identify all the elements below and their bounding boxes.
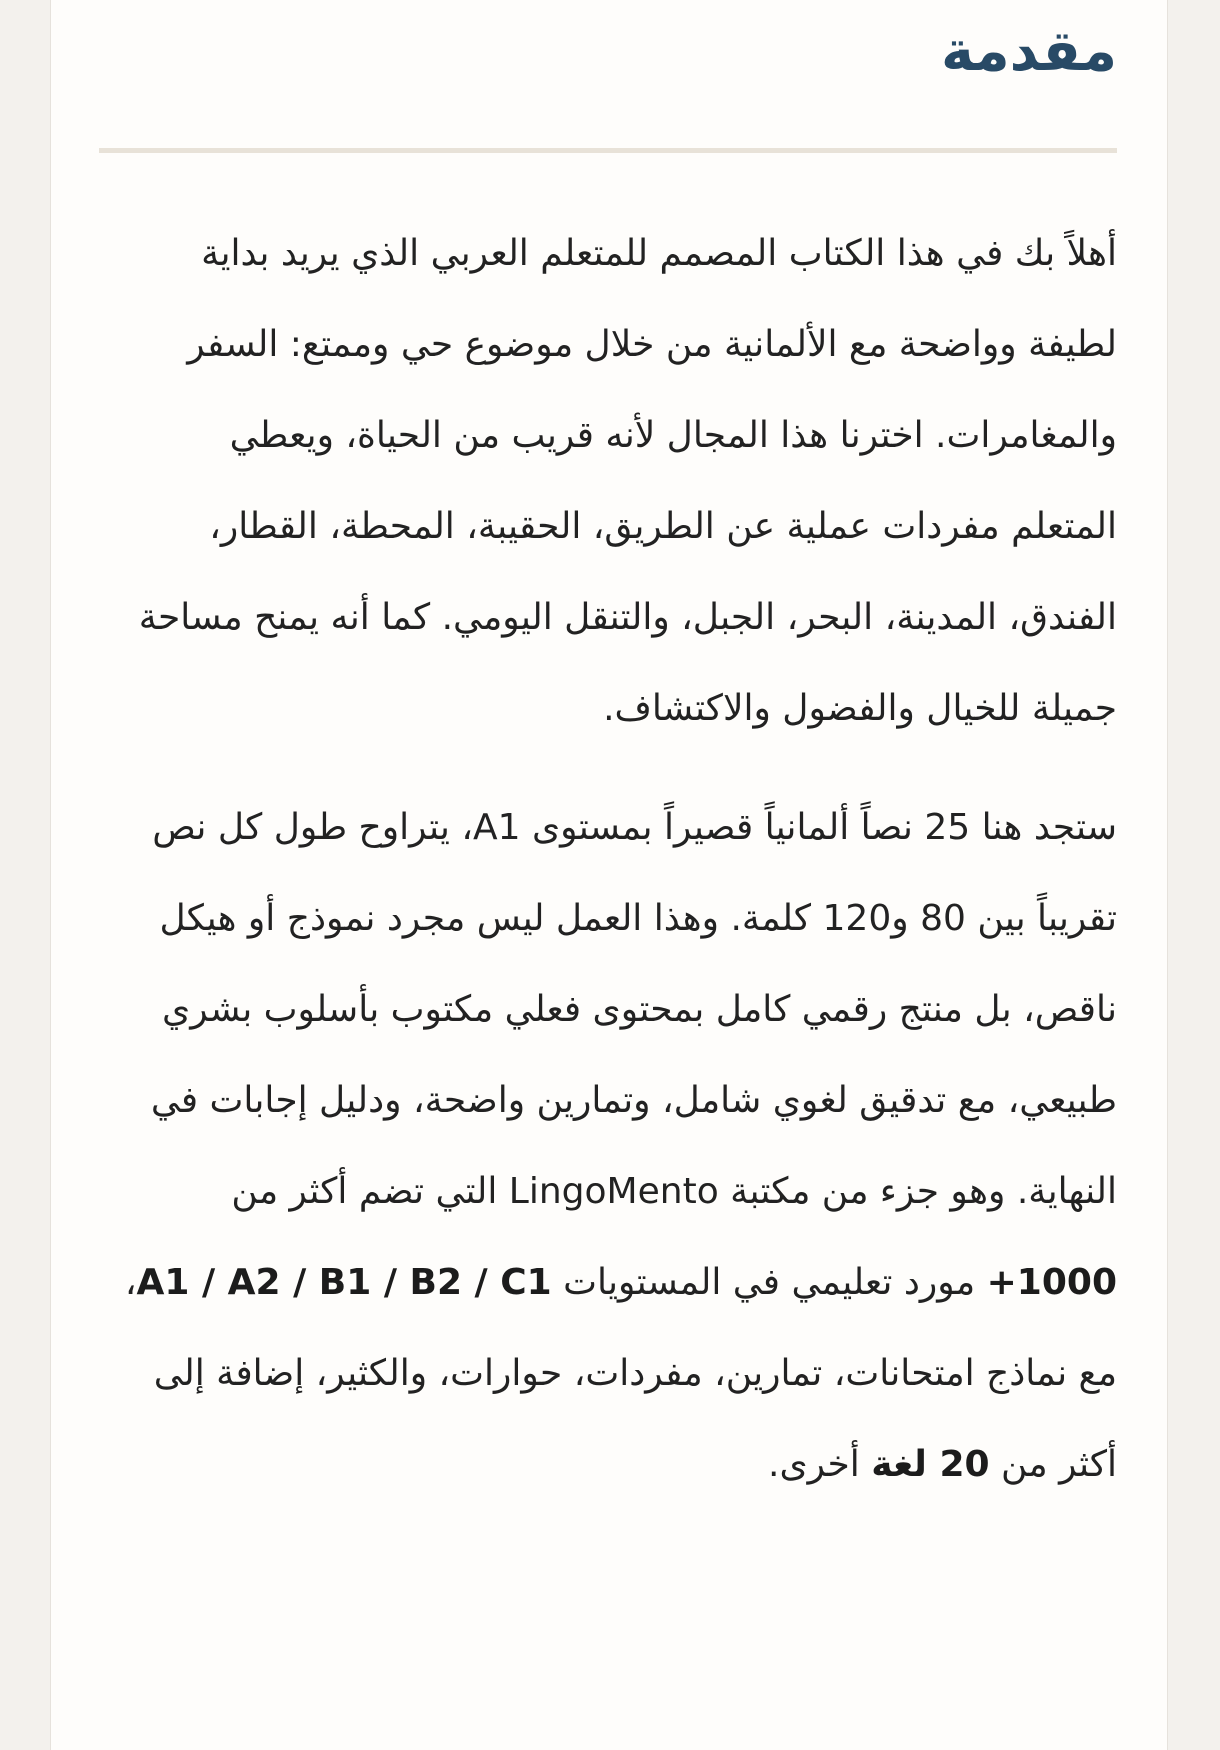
body-text [123,208,1117,1510]
paragraph-details-text-4: أخرى. [768,1444,872,1485]
language-count: 20 لغة [871,1444,990,1485]
section-heading: مقدمة [941,19,1117,84]
paragraph-details-text-3: ، مع نماذج امتحانات، تمارين، مفردات، حوارات، والكثير، إضافة إلى أكثر من [124,1262,1117,1485]
paragraph-details [123,782,1117,1510]
heading-divider [99,148,1117,153]
paragraph-details-text-1: ستجد هنا 25 نصاً ألمانياً قصيراً بمستوى A1، يتراوح طول كل نص تقريباً بين 80 و120 كلمة. وهذا العمل ليس مجرد نموذج أو هيكل ناقص، بل منتج رقمي كامل بمحتوى فعلي مكتوب بأسلوب بشري طبيعي، مع تدقيق لغوي شامل، وتمارين واضحة، ودليل إجابات في النهاية. وهو جزء من مكتبة LingoMento التي تضم أكثر من [150,807,1117,1212]
levels-list: A1 / A2 / B1 / B2 / C1 [136,1262,552,1303]
resource-count: 1000+ [986,1262,1117,1303]
paragraph-details-text-2: مورد تعليمي في المستويات [551,1262,987,1303]
document-page [50,0,1168,1750]
paragraph-intro: أهلاً بك في هذا الكتاب المصمم للمتعلم العربي الذي يريد بداية لطيفة وواضحة مع الألمانية من خلال موضوع حي وممتع: السفر والمغامرات. اخترنا هذا المجال لأنه قريب من الحياة، ويعطي المتعلم مفردات عملية عن الطريق، الحقيبة، المحطة، القطار، الفندق، المدينة، البحر، الجبل، والتنقل اليومي. كما أنه يمنح مساحة جميلة للخيال والفضول والاكتشاف. [138,233,1117,729]
